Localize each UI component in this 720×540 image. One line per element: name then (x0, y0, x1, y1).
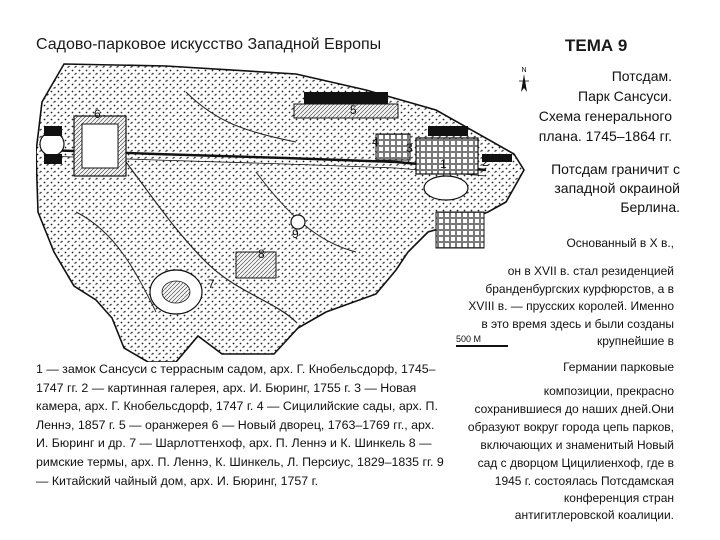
paragraph-line: композиции, прекрасно (543, 384, 674, 398)
plan-title-line: плана. 1745–1864 гг. (538, 128, 672, 144)
paragraph-line: конференция стран (563, 491, 674, 505)
map-number: 5 (350, 103, 357, 117)
map-number: 9 (292, 227, 299, 241)
intro-text: Потсдам граничит с западной окраиной Берлина. (551, 161, 680, 215)
paragraph-line: сохранившиеся до наших дней.Они (474, 402, 674, 416)
paragraph-line: XVIII в. — прусских королей. Именно (468, 299, 674, 313)
map-number: 2 (482, 155, 489, 169)
map-legend: 1 — замок Сансуси с террасным садом, арх. Г. Кнобельсдорф, 1745–1747 гг. 2 — картинная галерея, арх. И. Бюринг, 1755 г. 3 — Новая камера, арх. Г. Кнобельсдорф, 1747 г. 4 — Сицилийские сады, арх. П. Леннэ, 1857 г. 5 — оранжерея 6 — Новый дворец, 1763–1769 гг., арх. И. Бюринг и др. 7 — Шарлоттенхоф, арх. П. Леннэ и К. Шинкель 8 — римские термы, арх. П. Леннэ, К. Шинкель, Л. Персиус, 1829–1835 гг. 9 — Китайский чайный дом, арх. И. Бюринг, 1757 г. (36, 362, 444, 488)
map-number: 4 (372, 135, 379, 149)
paragraph-line: Основанный в X в., (566, 236, 674, 250)
paragraph-line: включающих и знаменитый Новый (480, 438, 674, 452)
map-number: 8 (258, 247, 265, 261)
park-plan-map (36, 62, 536, 362)
plan-title-line: Схема генерального (538, 108, 672, 124)
plan-title-line: Потсдам. (611, 68, 672, 84)
paragraph-line: сад с дворцом Цицилиенхоф, где в (477, 456, 674, 470)
paragraph-line: он в XVII в. стал резиденцией (507, 264, 674, 278)
map-number: 3 (406, 141, 413, 155)
topic-label: ТЕМА 9 (565, 36, 628, 55)
paragraph-line: антигитлеровской коалиции. (514, 508, 674, 522)
scale-label: 500 М (456, 334, 482, 344)
course-title: Садово-парковое искусство Западной Европы (36, 36, 382, 53)
map-number: 7 (208, 277, 215, 291)
paragraph-line: бранденбургских курфюрстов, а в (485, 282, 674, 296)
plan-title-line: Парк Сансуси. (578, 88, 672, 104)
map-number: 6 (94, 107, 101, 121)
paragraph-line: крупнейшие в (596, 334, 674, 348)
paragraph-line: Германии парковые (563, 360, 674, 374)
paragraph-line: в это время здесь и были созданы (481, 317, 674, 331)
map-number: 1 (440, 157, 447, 171)
paragraph-line: образуют вокруг города цепь парков, (467, 420, 674, 434)
paragraph-line: 1945 г. состоялась Потсдамская (494, 474, 674, 488)
scale-bar (456, 334, 508, 347)
north-label: N (521, 67, 527, 74)
